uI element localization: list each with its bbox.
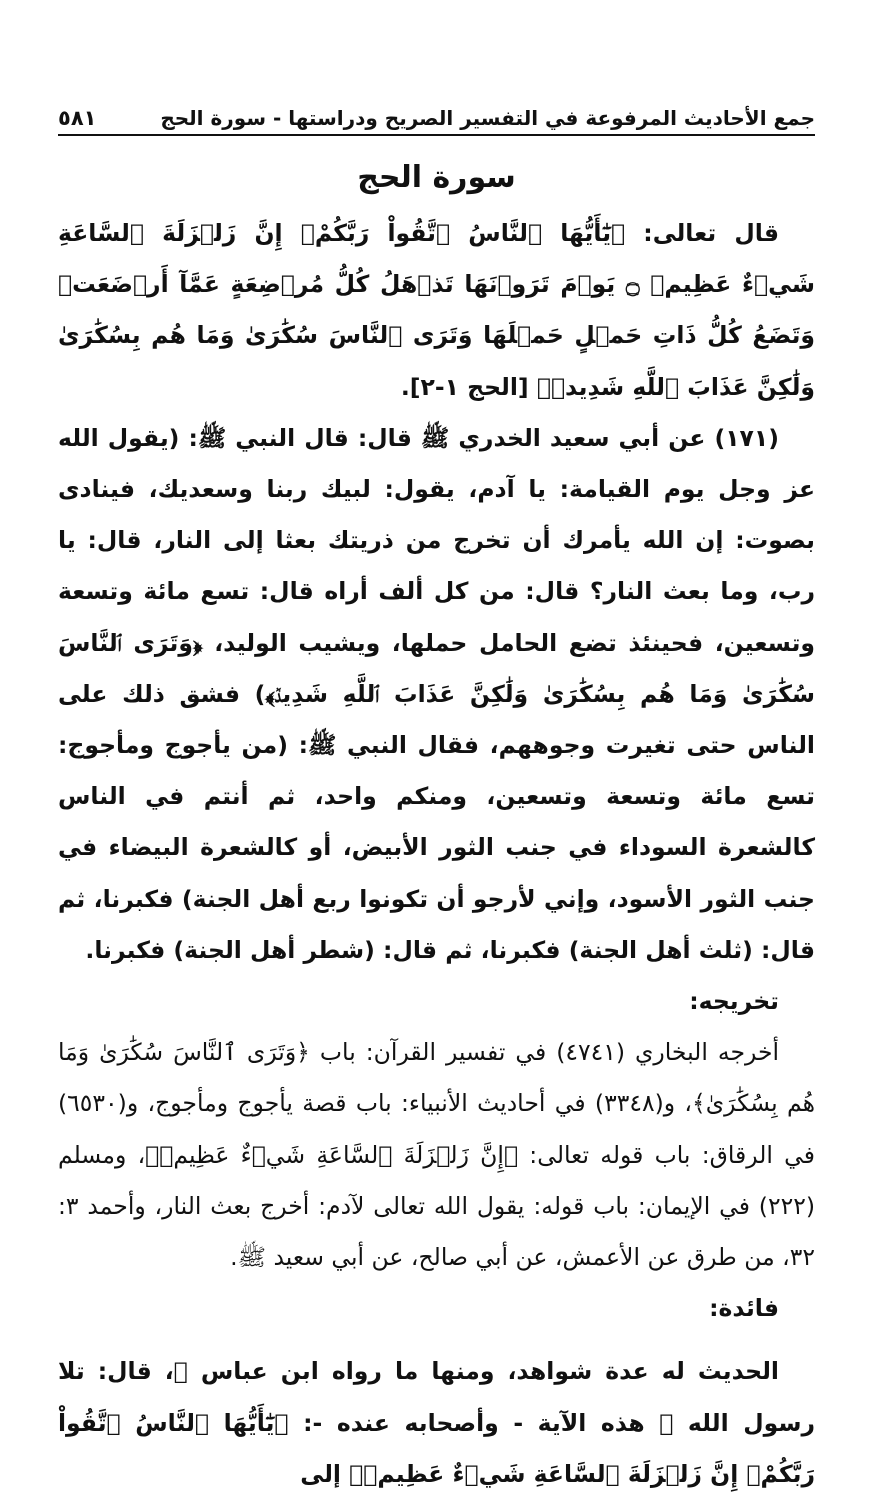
intro-paragraph: قال تعالى: ﴿يَٰٓأَيُّهَا ٱلنَّاسُ ٱتَّقُواْ رَبَّكُمْۚ إِنَّ زَلۡزَلَةَ ٱلسَّاعَةِ شَيۡءٌ عَظِيمٞ ۝ يَوۡمَ تَرَوۡنَهَا تَذۡهَلُ كُلُّ مُرۡضِعَةٍ عَمَّآ أَرۡضَعَتۡ وَتَضَعُ كُلُّ ذَاتِ حَمۡلٍ حَمۡلَهَا وَتَرَى ٱلنَّاسَ سُكَٰرَىٰ وَمَا هُم بِسُكَٰرَىٰ وَلَٰكِنَّ عَذَابَ ٱللَّهِ شَدِيدٞ﴾ [الحج ١-٢]. xyxy=(58,219,815,401)
surah-title: سورة الحج xyxy=(357,160,516,195)
hadith-paragraph: (١٧١) عن أبي سعيد الخدري ﷺ قال: قال النبي ﷺ: (يقول الله عز وجل يوم القيامة: يا آدم، يقول: لبيك ربنا وسعديك، فينادى بصوت: إن الله يأمرك أن تخرج من ذريتك بعثا إلى النار، قال: يا رب، وما بعث النار؟ قال: من كل ألف أراه قال: تسع مائة وتسعة وتسعين، فحينئذ تضع الحامل حملها، ويشيب الوليد، ﴿وَتَرَى ٱلنَّاسَ سُكَٰرَىٰ وَمَا هُم بِسُكَٰرَىٰ وَلَٰكِنَّ عَذَابَ ٱللَّهِ شَدِيدٞ﴾) فشق ذلك على الناس حتى تغيرت وجوههم، فقال النبي ﷺ: (من يأجوج ومأجوج: تسع مائة وتسعة وتسعين، ومنكم واحد، ثم أنتم في الناس كالشعرة السوداء في جنب الثور الأبيض، أو كالشعرة البيضاء في جنب الثور الأسود، وإني لأرجو أن تكونوا ربع أهل الجنة) فكبرنا، ثم قال: (ثلث أهل الجنة) فكبرنا، ثم قال: (شطر أهل الجنة) فكبرنا. xyxy=(58,423,815,964)
faida-heading: فائدة: xyxy=(709,1294,779,1323)
faida-paragraph: الحديث له عدة شواهد، ومنها ما رواه ابن عباس ﷺ، قال: تلا رسول الله ﷺ هذه الآية - وأصحابه عنده -: ﴿يَٰٓأَيُّهَا ٱلنَّاسُ ٱتَّقُواْ رَبَّكُمْۚ إِنَّ زَلۡزَلَةَ ٱلسَّاعَةِ شَيۡءٌ عَظِيمٞ﴾ إلى xyxy=(58,1357,815,1488)
page-body xyxy=(58,208,815,1500)
page-number: ٥٨١ xyxy=(58,106,97,130)
spacer xyxy=(58,1334,815,1346)
takhrij-paragraph: أخرجه البخاري (٤٧٤١) في تفسير القرآن: باب ﴿وَتَرَى ٱلنَّاسَ سُكَٰرَىٰ وَمَا هُم بِسُكَٰرَىٰ﴾، و(٣٣٤٨) في أحاديث الأنبياء: باب قصة يأجوج ومأجوج، و(٦٥٣٠) في الرقاق: باب قوله تعالى: ﴿إِنَّ زَلۡزَلَةَ ٱلسَّاعَةِ شَيۡءٌ عَظِيمٞ﴾، ومسلم (٢٢٢) في الإيمان: باب قوله: يقول الله تعالى لآدم: أخرج بعث النار، وأحمد ٣: ٣٢، من طرق عن الأعمش، عن أبي صالح، عن أبي سعيد ﷺ. xyxy=(58,1038,816,1272)
takhrij-heading: تخريجه: xyxy=(689,987,779,1016)
running-header xyxy=(58,96,815,136)
running-header-title: جمع الأحاديث المرفوعة في التفسير الصريح ودراستها - سورة الحج xyxy=(160,106,815,130)
